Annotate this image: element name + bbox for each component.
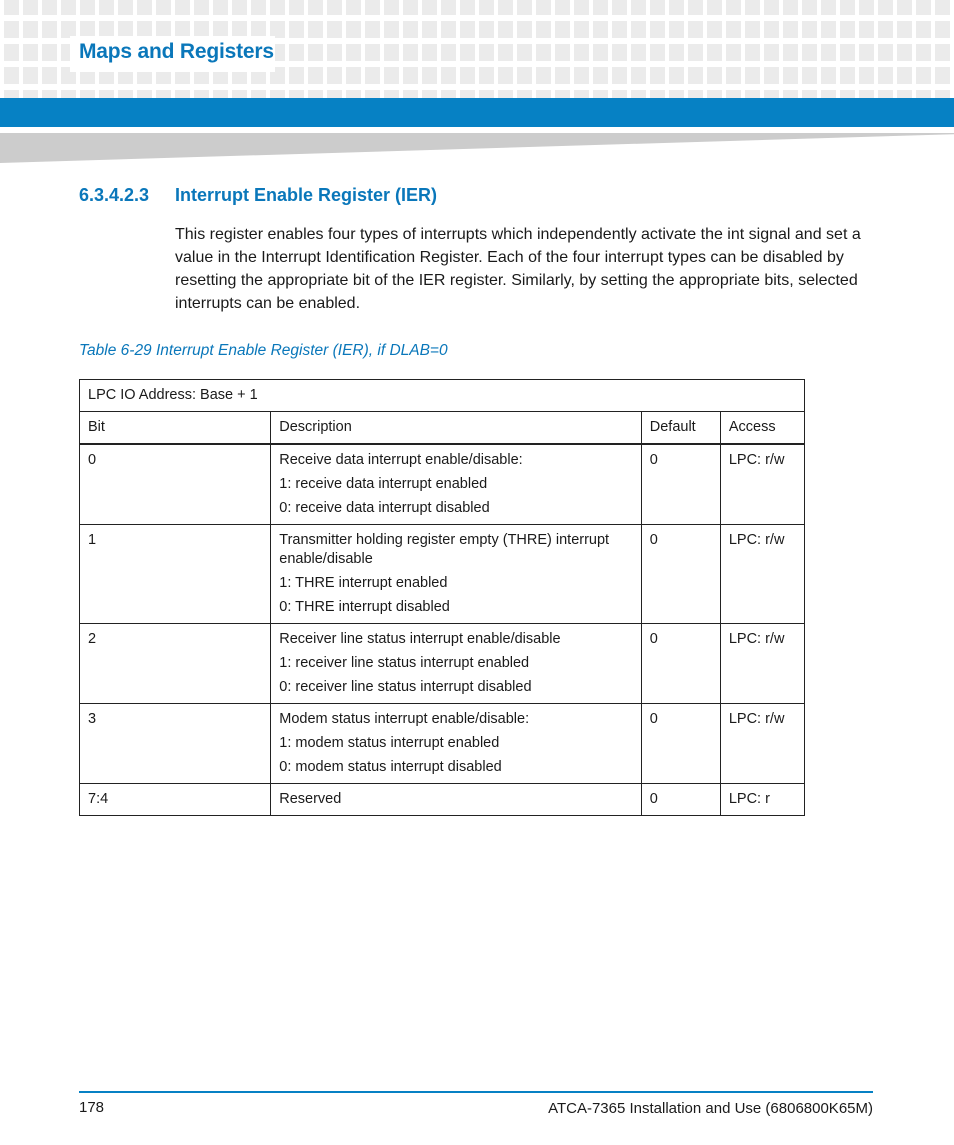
register-table <box>79 379 805 816</box>
cell-access: LPC: r/w <box>720 704 804 784</box>
description-line: 1: receiver line status interrupt enabled <box>279 655 530 671</box>
cell-description <box>271 704 642 784</box>
cell-bit: 7:4 <box>80 784 271 816</box>
cell-default: 0 <box>641 784 720 816</box>
description-line: 0: THRE interrupt disabled <box>279 599 450 615</box>
header-default: Default <box>641 412 720 445</box>
cell-default: 0 <box>641 704 720 784</box>
document-title: ATCA-7365 Installation and Use (6806800K65M) <box>548 1100 873 1117</box>
cell-default: 0 <box>641 624 720 704</box>
cell-default: 0 <box>641 525 720 624</box>
cell-description <box>271 784 642 816</box>
table-row <box>80 704 805 784</box>
header-bit: Bit <box>80 412 271 445</box>
chapter-title: Maps and Registers <box>79 40 274 63</box>
body-paragraph: This register enables four types of interrupts which independently activate the int signal and set a value in the Interrupt Identification Register. Each of the four interrupt types can be disabled by resetting the appropriate bit of the IER register. Similarly, by setting the appropriate bits, selected interrupts can be enabled. <box>175 226 861 312</box>
section-heading <box>79 185 437 206</box>
description-line: Modem status interrupt enable/disable: <box>279 711 530 727</box>
cell-access: LPC: r/w <box>720 444 804 525</box>
section-title: Interrupt Enable Register (IER) <box>175 185 438 205</box>
table-address-row <box>80 380 805 412</box>
table-header-row <box>80 412 805 445</box>
description-line: Reserved <box>279 791 342 807</box>
cell-access: LPC: r/w <box>720 624 804 704</box>
page-number: 178 <box>79 1099 105 1116</box>
description-line: Transmitter holding register empty (THRE) interrupt enable/disable <box>279 532 610 567</box>
description-line: Receive data interrupt enable/disable: <box>279 452 523 468</box>
section-number: 6.3.4.2.3 <box>79 185 150 205</box>
table-row <box>80 784 805 816</box>
address-cell: LPC IO Address: Base + 1 <box>80 380 805 412</box>
table-caption: Table 6-29 Interrupt Enable Register (IER), if DLAB=0 <box>79 342 448 359</box>
cell-access: LPC: r <box>720 784 804 816</box>
header-band <box>0 98 954 127</box>
cell-access: LPC: r/w <box>720 525 804 624</box>
table-row <box>80 624 805 704</box>
table-row <box>80 444 805 525</box>
description-line: 1: modem status interrupt enabled <box>279 735 500 751</box>
table-row <box>80 525 805 624</box>
description-line: 0: receiver line status interrupt disabled <box>279 679 532 695</box>
header-access: Access <box>720 412 804 445</box>
cell-description <box>271 525 642 624</box>
description-line: 1: receive data interrupt enabled <box>279 476 488 492</box>
description-line: 1: THRE interrupt enabled <box>279 575 448 591</box>
description-line: 0: modem status interrupt disabled <box>279 759 502 775</box>
description-line: Receiver line status interrupt enable/disable <box>279 631 561 647</box>
header-wedge <box>0 133 954 163</box>
cell-bit: 2 <box>80 624 271 704</box>
cell-bit: 0 <box>80 444 271 525</box>
cell-description <box>271 444 642 525</box>
cell-description <box>271 624 642 704</box>
cell-bit: 1 <box>80 525 271 624</box>
footer-rule <box>79 1091 873 1093</box>
cell-bit: 3 <box>80 704 271 784</box>
description-line: 0: receive data interrupt disabled <box>279 500 490 516</box>
cell-default: 0 <box>641 444 720 525</box>
header-description: Description <box>271 412 642 445</box>
